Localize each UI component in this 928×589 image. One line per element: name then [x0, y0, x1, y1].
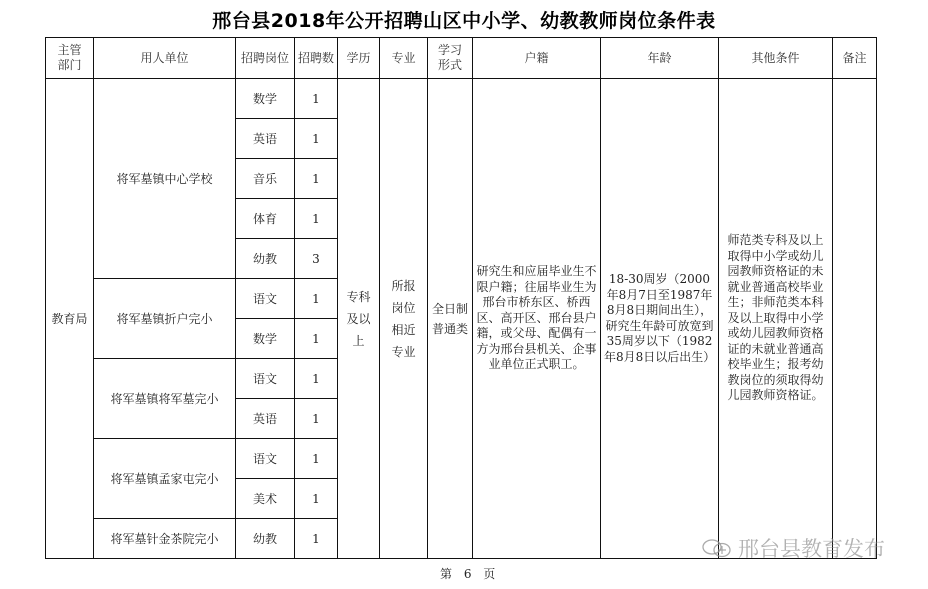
- hukou-cell: 研究生和应届毕业生不限户籍；往届毕业生为邢台市桥东区、桥西区、高开区、邢台县户籍，或父母、配偶有一方为邢台县机关、企事业单位正式职工。: [473, 79, 601, 559]
- count-cell: 1: [295, 439, 338, 479]
- table-row: [46, 79, 877, 119]
- header-study-form: 学习形式: [428, 38, 473, 79]
- major-cell: 所报岗位相近专业: [380, 79, 428, 559]
- count-cell: 1: [295, 479, 338, 519]
- position-cell: 音乐: [236, 159, 295, 199]
- unit-name: 将军墓镇将军墓完小: [94, 359, 236, 439]
- count-cell: 1: [295, 359, 338, 399]
- header-major: 专业: [380, 38, 428, 79]
- position-cell: 英语: [236, 399, 295, 439]
- education-cell: 专科及以上: [338, 79, 380, 559]
- other-conditions-cell: 师范类专科及以上取得中小学或幼儿园教师资格证的未就业普通高校毕业生；非师范类本科及以上取得中小学或幼儿园教师资格证的未就业普通高校毕业生；报考幼教岗位的须取得幼儿园教师资格证。: [719, 79, 833, 559]
- watermark: [700, 533, 885, 563]
- header-other: 其他条件: [719, 38, 833, 79]
- count-cell: 1: [295, 399, 338, 439]
- position-cell: 体育: [236, 199, 295, 239]
- header-notes: 备注: [833, 38, 877, 79]
- position-cell: 幼教: [236, 519, 295, 559]
- count-cell: 1: [295, 119, 338, 159]
- unit-name: 将军墓镇折户完小: [94, 279, 236, 359]
- dept-cell: 教育局: [46, 79, 94, 559]
- count-cell: 1: [295, 319, 338, 359]
- count-cell: 1: [295, 79, 338, 119]
- position-cell: 幼教: [236, 239, 295, 279]
- header-position: 招聘岗位: [236, 38, 295, 79]
- count-cell: 1: [295, 199, 338, 239]
- header-education: 学历: [338, 38, 380, 79]
- recruitment-table: [45, 37, 877, 559]
- header-count: 招聘数: [295, 38, 338, 79]
- document-title: 邢台县2018年公开招聘山区中小学、幼教教师岗位条件表: [212, 10, 716, 32]
- wechat-icon: [700, 537, 734, 559]
- header-hukou: 户籍: [473, 38, 601, 79]
- position-cell: 数学: [236, 319, 295, 359]
- age-cell: 18-30周岁（2000年8月7日至1987年8月8日期间出生），研究生年龄可放宽到35周岁以下（1982年8月8日以后出生）: [601, 79, 719, 559]
- watermark-text: 邢台县教育发布: [738, 537, 885, 561]
- position-cell: 美术: [236, 479, 295, 519]
- page-number: 第 6 页: [440, 567, 500, 581]
- study-form-cell: 全日制普通类: [428, 79, 473, 559]
- unit-name: 将军墓镇中心学校: [94, 79, 236, 279]
- notes-cell: [833, 79, 877, 559]
- count-cell: 3: [295, 239, 338, 279]
- count-cell: 1: [295, 519, 338, 559]
- position-cell: 语文: [236, 439, 295, 479]
- header-unit: 用人单位: [94, 38, 236, 79]
- position-cell: 数学: [236, 79, 295, 119]
- count-cell: 1: [295, 279, 338, 319]
- unit-name: 将军墓镇孟家屯完小: [94, 439, 236, 519]
- header-age: 年龄: [601, 38, 719, 79]
- position-cell: 语文: [236, 359, 295, 399]
- position-cell: 英语: [236, 119, 295, 159]
- header-dept: 主管部门: [46, 38, 94, 79]
- unit-name: 将军墓针金茶院完小: [94, 519, 236, 559]
- header-row: [46, 38, 877, 79]
- position-cell: 语文: [236, 279, 295, 319]
- count-cell: 1: [295, 159, 338, 199]
